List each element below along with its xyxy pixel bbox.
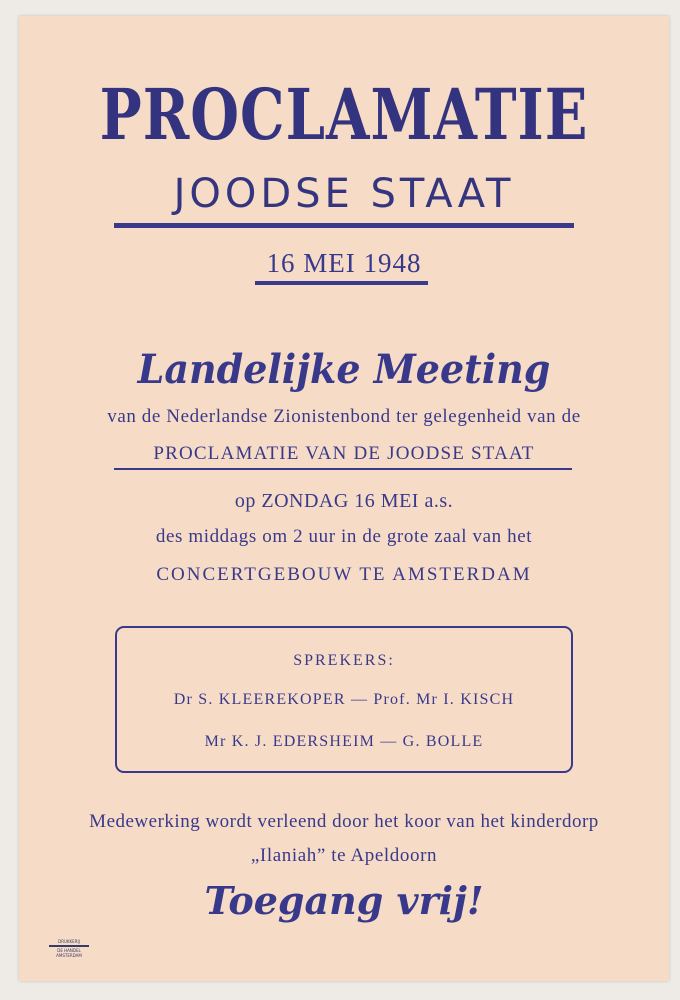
title-underline xyxy=(114,223,574,228)
poster-subtitle: JOODSE STAAT xyxy=(173,171,515,217)
printer-mark-line: AMSTERDAM xyxy=(56,953,82,958)
meeting-heading: Landelijke Meeting xyxy=(137,346,551,393)
poster xyxy=(19,16,669,981)
speakers-heading: SPREKERS: xyxy=(293,652,395,669)
poster-date: 16 MEI 1948 xyxy=(266,248,422,278)
poster-title: PROCLAMATIE xyxy=(99,74,589,157)
speakers-box xyxy=(115,626,573,773)
meeting-line-venue: CONCERTGEBOUW TE AMSTERDAM xyxy=(156,564,532,585)
date-underline xyxy=(255,281,428,285)
printer-mark xyxy=(49,939,89,958)
speakers-row: Mr K. J. EDERSHEIM — G. BOLLE xyxy=(204,733,484,750)
cooperation-line: „Ilaniah” te Apeldoorn xyxy=(250,845,438,866)
meeting-line-occasion: PROCLAMATIE VAN DE JOODSE STAAT xyxy=(153,443,535,464)
printer-mark-divider xyxy=(49,945,89,947)
meeting-line-day: op ZONDAG 16 MEI a.s. xyxy=(234,490,454,512)
meeting-line-time: des middags om 2 uur in de grote zaal van het xyxy=(155,526,533,547)
speakers-row: Dr S. KLEEREKOPER — Prof. Mr I. KISCH xyxy=(173,691,515,708)
admission-note: Toegang vrij! xyxy=(204,878,484,923)
printer-mark-line: DE HANDEL xyxy=(57,948,81,953)
cooperation-line: Medewerking wordt verleend door het koor van het kinderdorp xyxy=(89,811,599,832)
meeting-line-organizer: van de Nederlandse Zionistenbond ter gelegenheid van de xyxy=(107,406,581,427)
printer-mark-line: DRUKKERIJ xyxy=(58,939,80,944)
occasion-underline xyxy=(114,468,572,470)
